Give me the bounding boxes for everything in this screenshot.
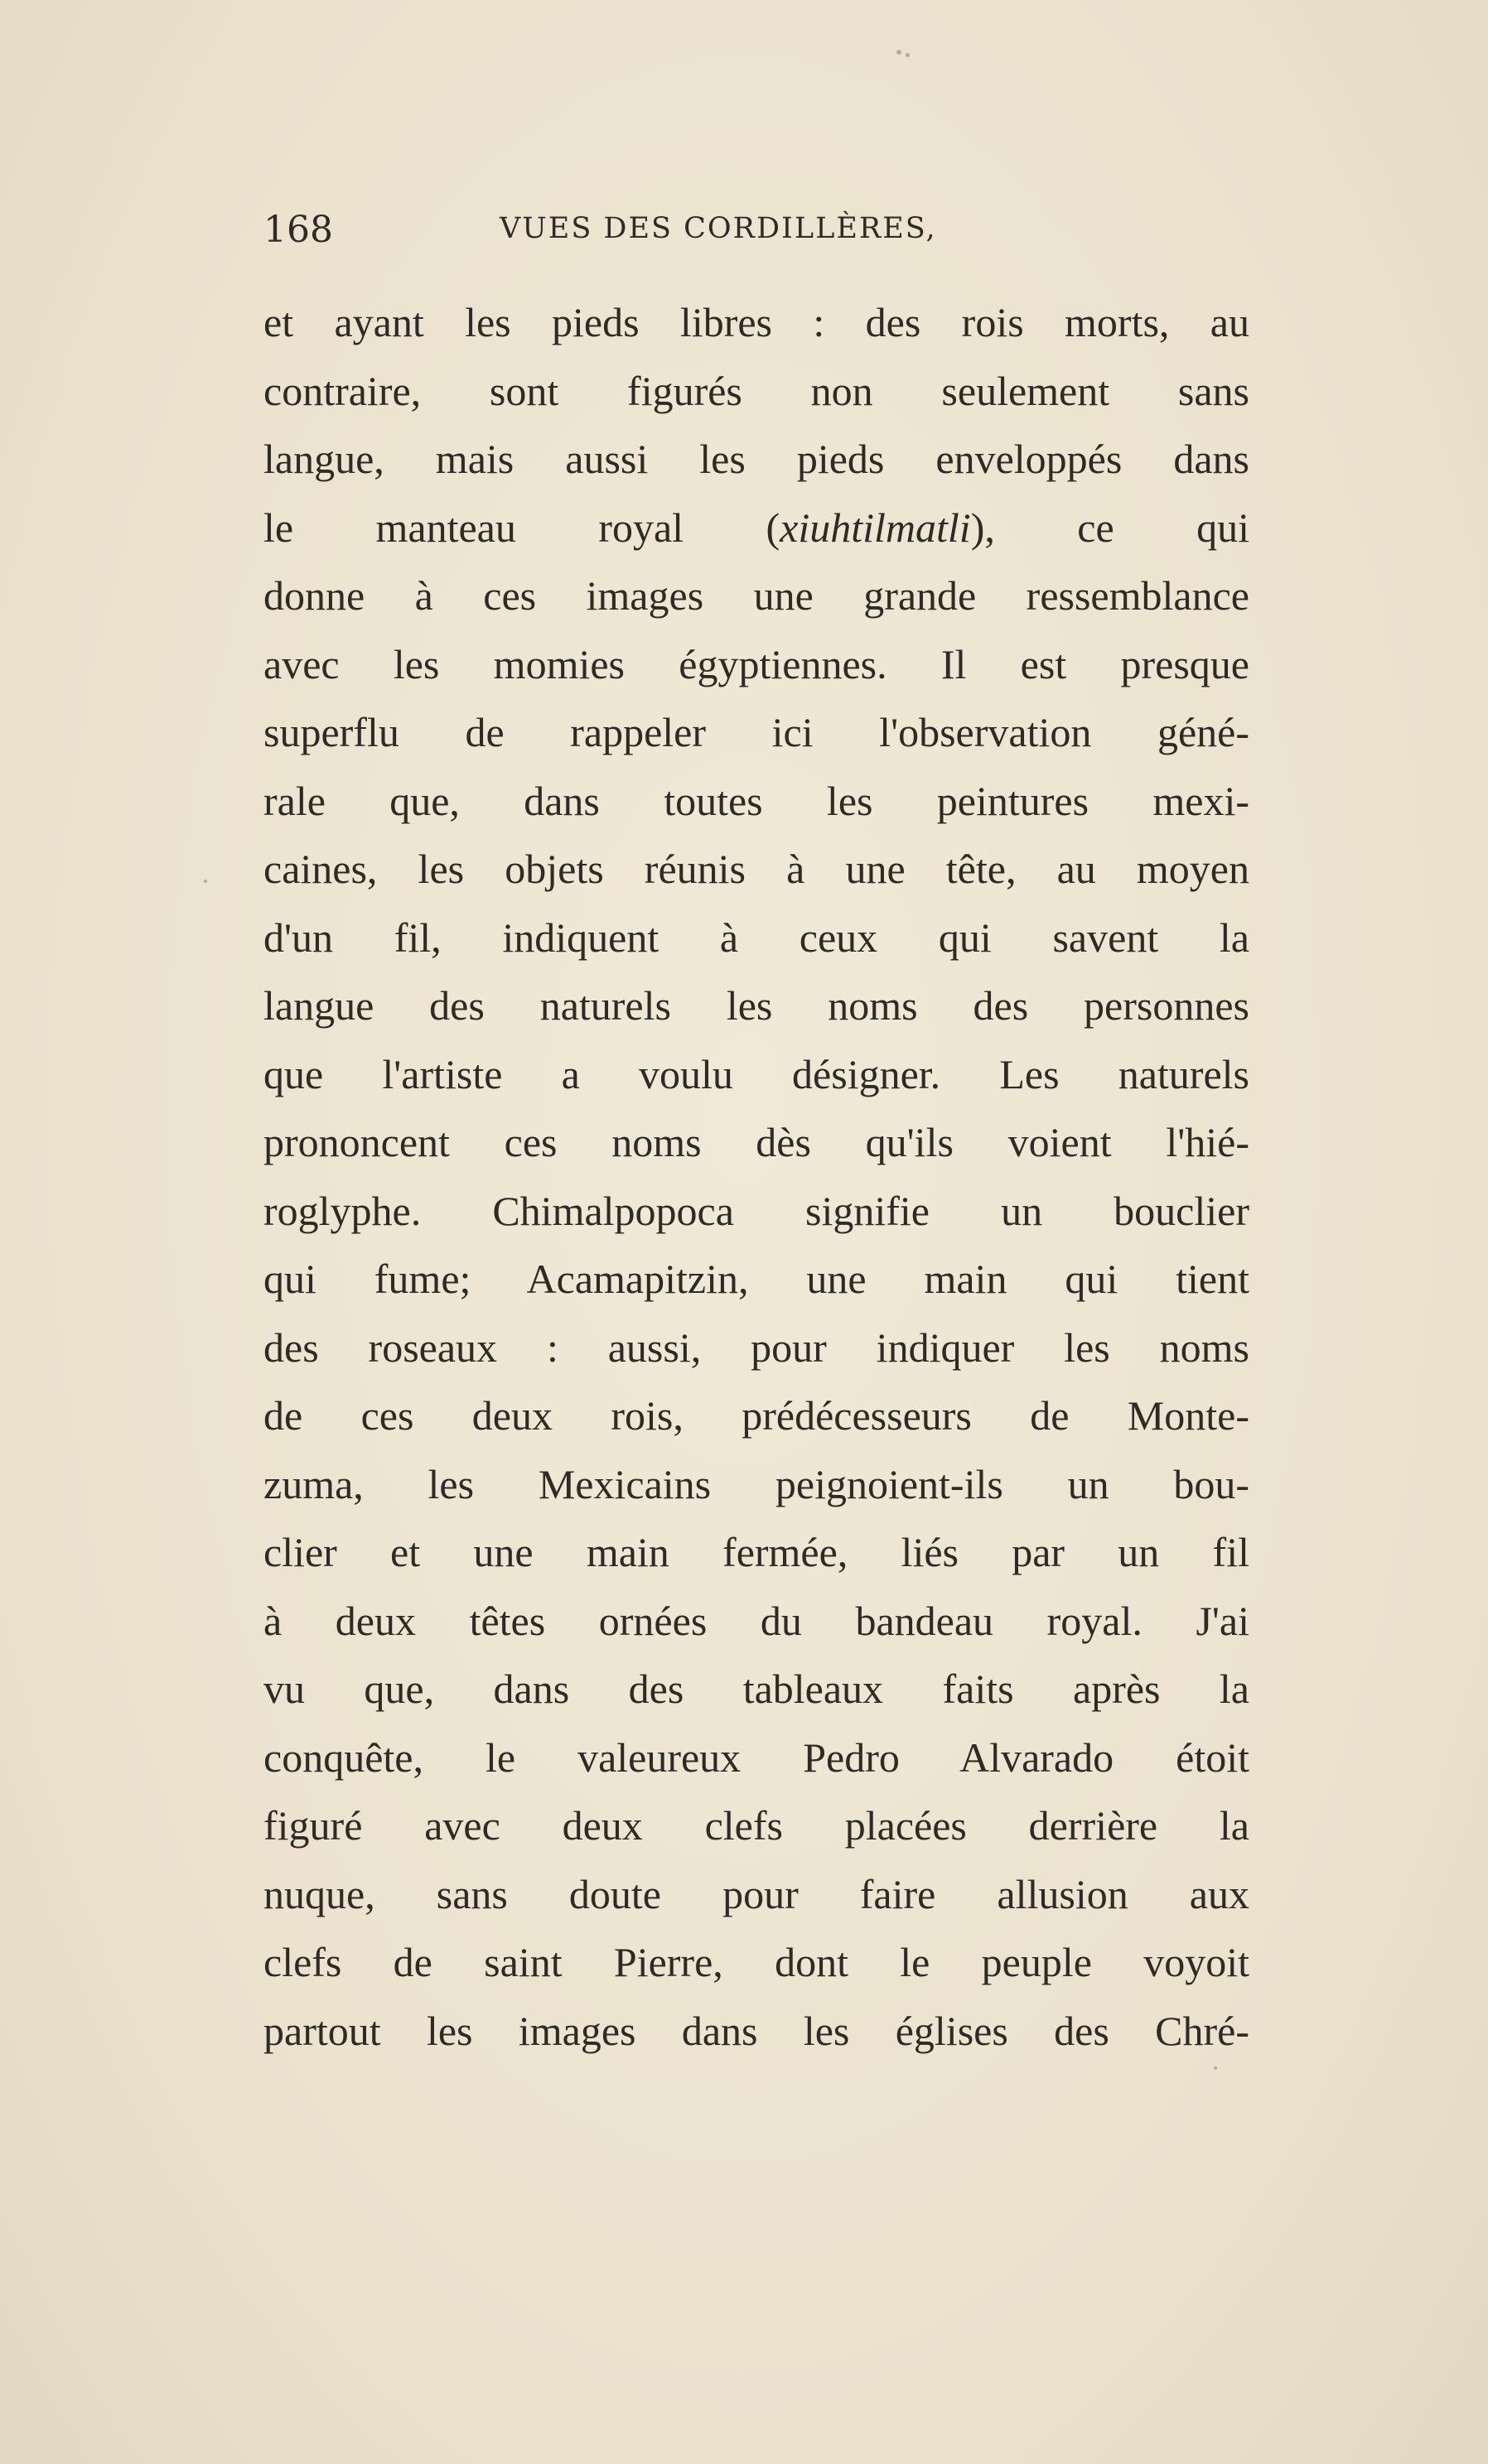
- paper-speck: [896, 50, 901, 55]
- text-line: donne à ces images une grande ressemblance: [263, 572, 1249, 619]
- text-line: le manteau royal (xiuhtilmatli), ce qui: [263, 504, 1249, 551]
- page-number: 168: [263, 209, 333, 251]
- text-line: vu que, dans des tableaux faits après la: [263, 1666, 1249, 1712]
- text-line: superflu de rappeler ici l'observation géné-: [263, 709, 1249, 755]
- text-line: zuma, les Mexicains peignoient-ils un bou-: [263, 1460, 1249, 1507]
- text-line: qui fume; Acamapitzin, une main qui tient: [263, 1256, 1249, 1302]
- text-line: de ces deux rois, prédécesseurs de Monte-: [263, 1392, 1249, 1439]
- text-line: figuré avec deux clefs placées derrière la: [263, 1802, 1249, 1849]
- text-line: rale que, dans toutes les peintures mexi-: [263, 777, 1249, 824]
- text-line: caines, les objets réunis à une tête, au moyen: [263, 846, 1249, 892]
- paper-speck: [906, 53, 910, 57]
- text-line: clier et une main fermée, liés par un fil: [263, 1529, 1249, 1575]
- text-line: des roseaux : aussi, pour indiquer les noms: [263, 1324, 1249, 1371]
- text-line: contraire, sont figurés non seulement sans: [263, 367, 1249, 414]
- text-line: langue des naturels les noms des personnes: [263, 982, 1249, 1029]
- body-text: [263, 288, 1249, 2065]
- text-line: et ayant les pieds libres : des rois morts, au: [263, 299, 1249, 345]
- paper-speck: [204, 880, 207, 883]
- text-line: roglyphe. Chimalpopoca signifie un bouclier: [263, 1187, 1249, 1234]
- running-title: VUES DES CORDILLÈRES,: [500, 212, 937, 245]
- text-line: partout les images dans les églises des Chré-: [263, 2007, 1249, 2054]
- text-line: à deux têtes ornées du bandeau royal. J'ai: [263, 1597, 1249, 1644]
- text-line: prononcent ces noms dès qu'ils voient l'hié-: [263, 1119, 1249, 1165]
- text-line: d'un fil, indiquent à ceux qui savent la: [263, 914, 1249, 961]
- italic-term: xiuhtilmatli: [780, 504, 971, 551]
- text-line: clefs de saint Pierre, dont le peuple voyoit: [263, 1939, 1249, 1985]
- paper-speck: [1214, 2066, 1217, 2070]
- text-line: que l'artiste a voulu désigner. Les naturels: [263, 1050, 1249, 1097]
- text-line: conquête, le valeureux Pedro Alvarado étoit: [263, 1733, 1249, 1781]
- text-line: nuque, sans doute pour faire allusion aux: [263, 1870, 1249, 1917]
- text-line: langue, mais aussi les pieds enveloppés dans: [263, 436, 1249, 482]
- running-header: [263, 209, 1009, 267]
- text-line: avec les momies égyptiennes. Il est presque: [263, 640, 1249, 687]
